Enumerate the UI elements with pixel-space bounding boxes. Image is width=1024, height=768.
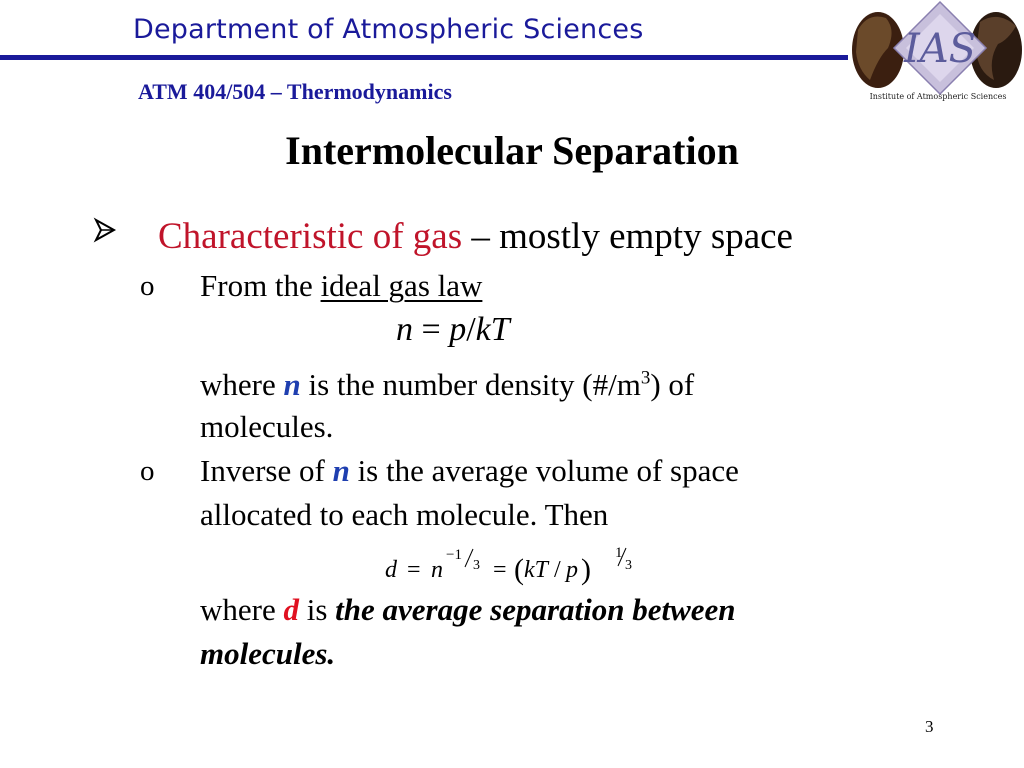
eq2-kT: kT <box>524 557 548 583</box>
arrow-bullet-icon <box>92 215 120 245</box>
sub1-prefix: From the <box>200 268 321 303</box>
equation-separation <box>385 537 645 587</box>
sub-bullet-1 <box>200 267 482 305</box>
eq2-slash: / <box>554 557 561 583</box>
number-density-definition-line2: molecules. <box>200 409 334 444</box>
eq2-exp2-den: 3 <box>625 558 632 573</box>
eq1-kT: kT <box>475 311 510 348</box>
superscript-3: 3 <box>640 367 651 389</box>
where1-c: ) of <box>650 367 695 402</box>
eq2-n: n <box>431 557 443 583</box>
eq2-exp2-num: 1 <box>615 545 623 561</box>
ias-logo <box>848 0 1024 104</box>
sub-bullet-marker: o <box>140 270 155 302</box>
department-title: Department of Atmospheric Sciences <box>133 14 644 45</box>
eq2-equals: = <box>407 557 421 583</box>
page-number: 3 <box>925 717 934 736</box>
number-density-definition <box>200 366 694 404</box>
where1-a: where <box>200 367 284 402</box>
sub-bullet-2 <box>200 452 739 490</box>
header-rule <box>0 55 880 60</box>
where2-b: is <box>298 592 336 627</box>
eq1-n: n <box>396 311 413 348</box>
main-bullet-rest: – mostly empty space <box>462 216 793 257</box>
var-d: d <box>283 592 299 627</box>
eq2-equals2: = <box>493 557 507 583</box>
sub2-b: is the average volume of space <box>349 453 739 488</box>
main-bullet-highlight: Characteristic of gas <box>158 216 463 257</box>
where1-b: is the number density (#/m <box>300 367 641 402</box>
sub-bullet-marker: o <box>140 455 155 487</box>
eq1-slash: / <box>466 311 476 348</box>
eq2-exp1-den: 3 <box>473 558 480 573</box>
sub-bullet-2-line2: allocated to each molecule. Then <box>200 497 609 532</box>
logo-letters: IAS <box>903 26 977 72</box>
eq2-open-paren: ( <box>514 553 524 586</box>
eq2-exp1-num: −1 <box>446 547 462 563</box>
course-title: ATM 404/504 – Thermodynamics <box>138 79 452 104</box>
separation-definition <box>200 591 736 629</box>
eq2-p: p <box>566 557 578 583</box>
ideal-gas-law-link: ideal gas law <box>320 268 483 303</box>
var-n: n <box>283 367 301 402</box>
sub2-a: Inverse of <box>200 453 333 488</box>
equation-ideal-gas <box>396 311 510 349</box>
eq2-close-paren: ) <box>581 553 591 586</box>
main-bullet <box>158 217 793 257</box>
emphasis-line1: the average separation between <box>335 592 736 627</box>
where2-a: where <box>200 592 284 627</box>
eq2-d: d <box>385 557 397 583</box>
var-n: n <box>332 453 350 488</box>
eq1-p: p <box>449 311 467 348</box>
slide-title: Intermolecular Separation <box>285 128 739 173</box>
eq1-equals: = <box>413 311 450 348</box>
separation-definition-line2: molecules. <box>200 636 336 671</box>
logo-caption: Institute of Atmospheric Sciences <box>869 92 1007 101</box>
